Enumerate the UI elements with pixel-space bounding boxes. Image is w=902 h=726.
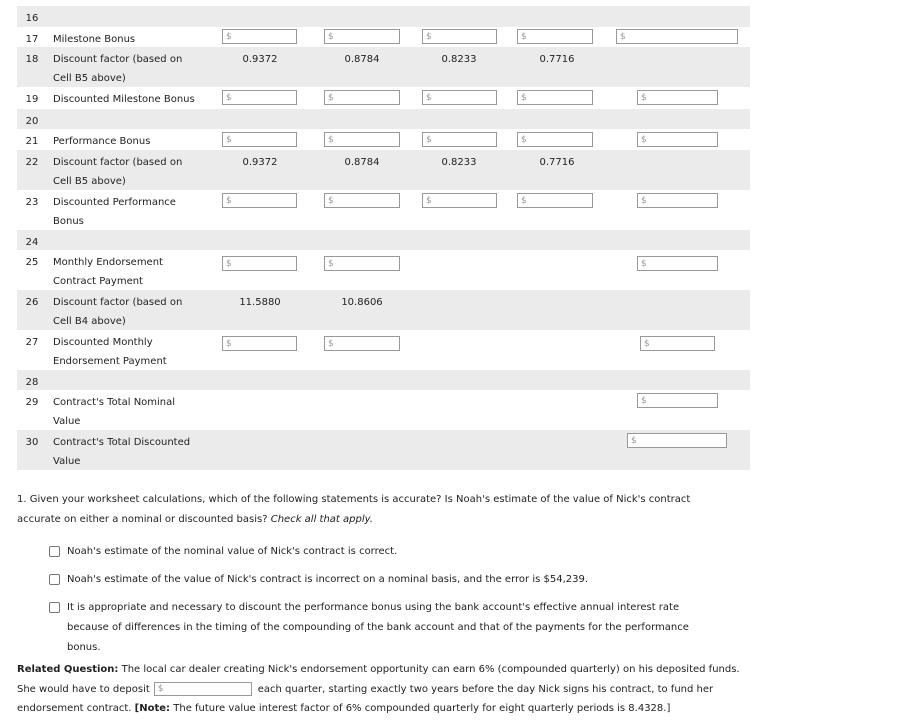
worksheet-row <box>17 109 750 129</box>
discount-factor-value: 11.5880 <box>239 297 281 308</box>
discounted-milestone-input-1[interactable] <box>222 90 297 105</box>
related-text-before: The local car dealer creating Nick's endorsement opportunity can earn 6% (compounded quarterly) on his deposited funds. She would have to deposit <box>17 664 740 695</box>
answer-option-2[interactable] <box>49 570 719 590</box>
discounted-performance-input-total[interactable] <box>637 193 718 208</box>
dollar-sign: $ <box>641 196 647 206</box>
row-number: 16 <box>25 13 39 24</box>
row-number: 23 <box>25 197 39 208</box>
option-text: Noah's estimate of the value of Nick's contract is incorrect on a nominal basis, and the error is $54,239. <box>67 574 589 585</box>
option-text: Noah's estimate of the nominal value of Nick's contract is correct. <box>67 546 398 557</box>
row-number: 29 <box>25 397 39 408</box>
performance-bonus-input-4[interactable] <box>517 132 593 147</box>
row-number: 30 <box>25 437 39 448</box>
worksheet-row <box>17 250 750 290</box>
row-label: Contract's Total Discounted Value <box>53 437 191 467</box>
worksheet-row <box>17 150 750 190</box>
discounted-performance-input-4[interactable] <box>517 193 593 208</box>
endorsement-payment-input-2[interactable] <box>324 256 400 271</box>
milestone-bonus-input-total[interactable] <box>616 29 738 44</box>
milestone-bonus-input-1[interactable] <box>222 29 297 44</box>
dollar-sign: $ <box>226 259 232 269</box>
row-number: 22 <box>25 157 39 168</box>
row-number: 25 <box>25 257 39 268</box>
dollar-sign: $ <box>631 436 637 446</box>
dollar-sign: $ <box>641 135 647 145</box>
dollar-sign: $ <box>328 339 334 349</box>
worksheet-row <box>17 6 750 27</box>
related-question <box>17 660 747 719</box>
discount-factor-value: 0.7716 <box>539 54 575 65</box>
row-number: 17 <box>25 34 39 45</box>
note-open: [ <box>134 703 140 714</box>
option-text: It is appropriate and necessary to discount the performance bonus using the bank account's effective annual interest rate because of differences in the timing of the compounding of the bank account and that of the payments for the performance bonus. <box>67 602 689 653</box>
worksheet-row <box>17 129 750 150</box>
discount-factor-value: 0.9372 <box>242 54 278 65</box>
performance-bonus-input-total[interactable] <box>637 132 718 147</box>
row-label: Discounted Performance Bonus <box>53 197 176 227</box>
row-number: 27 <box>25 337 39 348</box>
dollar-sign: $ <box>521 135 527 145</box>
dollar-sign: $ <box>641 259 647 269</box>
dollar-sign: $ <box>620 32 626 42</box>
discounted-endorsement-input-1[interactable] <box>222 336 297 351</box>
endorsement-payment-input-1[interactable] <box>222 256 297 271</box>
worksheet-row <box>17 330 750 370</box>
row-label: Discounted Monthly Endorsement Payment <box>53 337 167 367</box>
total-nominal-value-input[interactable] <box>637 393 718 408</box>
dollar-sign: $ <box>644 339 650 349</box>
dollar-sign: $ <box>328 196 334 206</box>
discounted-milestone-input-4[interactable] <box>517 90 593 105</box>
answer-option-1[interactable] <box>49 542 719 562</box>
worksheet-row <box>17 370 750 390</box>
dollar-sign: $ <box>641 93 647 103</box>
worksheet-row <box>17 87 750 109</box>
worksheet-row <box>17 430 750 470</box>
dollar-sign: $ <box>328 32 334 42</box>
dollar-sign: $ <box>226 339 232 349</box>
row-label: Discount factor (based on Cell B5 above) <box>53 54 183 84</box>
row-label: Performance Bonus <box>53 136 151 147</box>
milestone-bonus-input-4[interactable] <box>517 29 593 44</box>
row-label: Discount factor (based on Cell B5 above) <box>53 157 183 187</box>
note-label: Note: <box>139 703 171 714</box>
row-number: 19 <box>25 94 39 105</box>
discount-factor-value: 0.8233 <box>441 54 477 65</box>
dollar-sign: $ <box>641 396 647 406</box>
answer-option-3[interactable] <box>49 598 719 658</box>
row-number: 20 <box>25 116 39 127</box>
discounted-endorsement-input-total[interactable] <box>640 336 715 351</box>
worksheet-row <box>17 27 750 47</box>
row-number: 21 <box>25 136 39 147</box>
worksheet-row <box>17 190 750 230</box>
note-text: The future value interest factor of 6% compounded quarterly for eight quarterly periods is 8.4328.] <box>173 703 671 714</box>
performance-bonus-input-1[interactable] <box>222 132 297 147</box>
row-number: 18 <box>25 54 39 65</box>
row-number: 24 <box>25 237 39 248</box>
dollar-sign: $ <box>426 32 432 42</box>
deposit-amount-input[interactable] <box>154 682 252 696</box>
discount-factor-value: 10.8606 <box>341 297 383 308</box>
question-prompt <box>17 490 737 530</box>
dollar-sign: $ <box>226 32 232 42</box>
dollar-sign: $ <box>328 135 334 145</box>
row-label: Contract's Total Nominal Value <box>53 397 176 427</box>
worksheet-row <box>17 47 750 87</box>
checkbox[interactable] <box>49 574 60 585</box>
dollar-sign: $ <box>521 93 527 103</box>
row-number: 26 <box>25 297 39 308</box>
discount-factor-value: 0.8784 <box>344 157 380 168</box>
row-number: 28 <box>25 377 39 388</box>
worksheet <box>17 6 750 470</box>
row-label: Discounted Milestone Bonus <box>53 94 195 105</box>
discounted-performance-input-2[interactable] <box>324 193 400 208</box>
milestone-bonus-input-3[interactable] <box>422 29 497 44</box>
row-label: Discount factor (based on Cell B4 above) <box>53 297 183 327</box>
dollar-sign: $ <box>226 196 232 206</box>
discounted-endorsement-input-2[interactable] <box>324 336 400 351</box>
milestone-bonus-input-2[interactable] <box>324 29 400 44</box>
discounted-milestone-input-total[interactable] <box>637 90 718 105</box>
discounted-milestone-input-2[interactable] <box>324 90 400 105</box>
dollar-sign: $ <box>521 32 527 42</box>
dollar-sign: $ <box>226 135 232 145</box>
dollar-sign: $ <box>426 93 432 103</box>
dollar-sign: $ <box>426 135 432 145</box>
checkbox[interactable] <box>49 602 60 613</box>
worksheet-row <box>17 230 750 250</box>
row-label: Milestone Bonus <box>53 34 136 45</box>
question-text: 1. Given your worksheet calculations, which of the following statements is accurate? Is Noah's estimate of the value of Nick's contract accurate on either a nominal or discounted basis? <box>17 494 691 525</box>
checkbox[interactable] <box>49 546 60 557</box>
endorsement-payment-input-total[interactable] <box>637 256 718 271</box>
worksheet-row <box>17 390 750 430</box>
performance-bonus-input-2[interactable] <box>324 132 400 147</box>
discount-factor-value: 0.9372 <box>242 157 278 168</box>
related-heading: Related Question: <box>17 664 119 675</box>
row-label: Monthly Endorsement Contract Payment <box>53 257 163 287</box>
question-instruction: Check all that apply. <box>270 514 373 525</box>
discount-factor-value: 0.8784 <box>344 54 380 65</box>
discounted-performance-input-3[interactable] <box>422 193 497 208</box>
discount-factor-value: 0.8233 <box>441 157 477 168</box>
dollar-sign: $ <box>521 196 527 206</box>
dollar-sign: $ <box>157 683 164 694</box>
discounted-milestone-input-3[interactable] <box>422 90 497 105</box>
related-text-after: each quarter, starting exactly two years before the day Nick signs his contract, to fund her endorsement contract. <box>17 683 714 714</box>
dollar-sign: $ <box>328 259 334 269</box>
discount-factor-value: 0.7716 <box>539 157 575 168</box>
dollar-sign: $ <box>328 93 334 103</box>
total-discounted-value-input[interactable] <box>627 433 727 448</box>
discounted-performance-input-1[interactable] <box>222 193 297 208</box>
worksheet-row <box>17 290 750 330</box>
dollar-sign: $ <box>426 196 432 206</box>
dollar-sign: $ <box>226 93 232 103</box>
performance-bonus-input-3[interactable] <box>422 132 497 147</box>
